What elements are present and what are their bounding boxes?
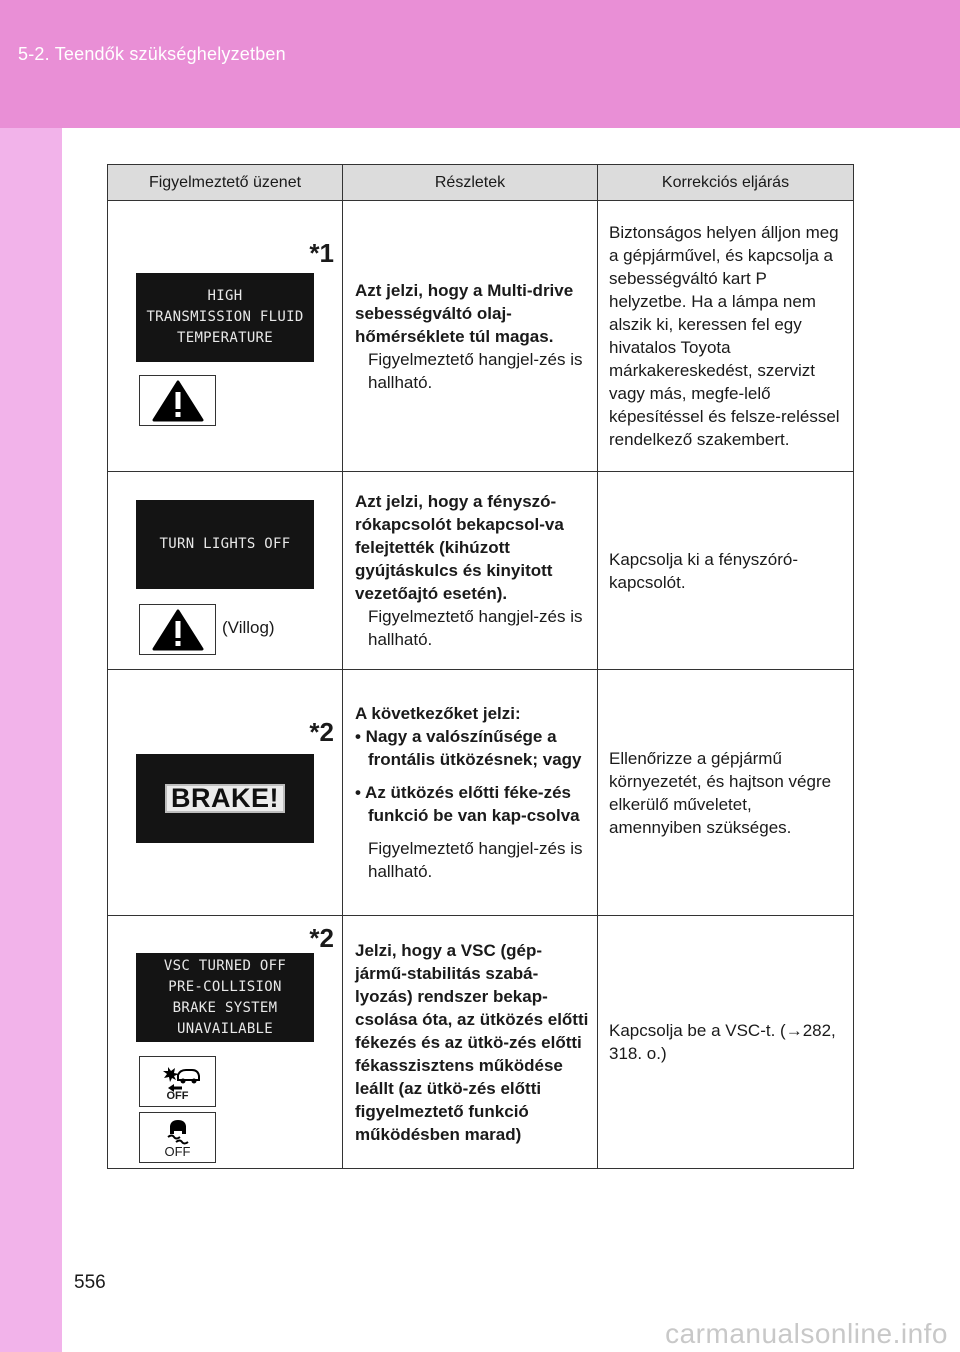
correction-cell: Kapcsolja ki a fényszóró-kapcsolót. [598, 472, 854, 670]
display-vsc-turned-off [136, 953, 314, 1042]
section-title: 5-2. Teendők szükséghelyzetben [18, 44, 286, 64]
correction-cell: Kapcsolja be a VSC-t. (→282, 318. o.) [598, 916, 854, 1169]
display-line: UNAVAILABLE [176, 1020, 274, 1037]
warning-triangle-icon [139, 604, 216, 655]
details-intro: A következőket jelzi: [355, 704, 521, 723]
display-turn-lights-off [136, 500, 314, 589]
column-header-details: Részletek [343, 165, 598, 201]
vsc-off-icon [139, 1112, 216, 1163]
display-line: TEMPERATURE [176, 330, 274, 346]
details-text: Azt jelzi, hogy a fényszó-rókapcsolót bekapcsol-va felejtették (kihúzott gyújtáskulcs és kinyitott vezetőajtó esetén). [355, 492, 564, 603]
details-text: Jelzi, hogy a VSC (gép-jármű-stabilitás szabá-lyozás) rendszer bekap-csolása óta, az ütközés előtti fékezés és az ütkö-zés előtti fékasszisztens működése leállt (az ütkö-zés előtti figyelmeztető funkció működésben marad) [355, 940, 589, 1144]
display-line: TURN LIGHTS OFF [159, 536, 291, 552]
correction-cell: Ellenőrizze a gépjármű környezetét, és hajtson végre elkerülő műveletet, amennyiben szükséges. [598, 670, 854, 916]
table-row [108, 201, 854, 472]
page-number: 556 [74, 1272, 106, 1293]
footnote-marker: *2 [309, 717, 334, 747]
display-line: VSC TURNED OFF [163, 957, 287, 974]
message-cell [108, 916, 343, 1169]
table-row [108, 916, 854, 1169]
details-cell [343, 916, 598, 1169]
off-label: OFF [166, 1090, 189, 1102]
header-band [0, 0, 960, 128]
details-note: Figyelmeztető hangjel-zés is hallható. [368, 839, 583, 881]
flashing-caption: (Villog) [222, 618, 275, 637]
off-label: OFF [164, 1144, 191, 1159]
warning-triangle-icon [139, 375, 216, 426]
details-cell [343, 670, 598, 916]
column-header-correction: Korrekciós eljárás [598, 165, 854, 201]
warning-messages-table [107, 164, 854, 1169]
table-header-row [108, 165, 854, 201]
display-line: HIGH [207, 288, 243, 304]
display-line: PRE-COLLISION [168, 978, 282, 995]
side-band [0, 128, 62, 1352]
display-line: TRANSMISSION FLUID [146, 309, 304, 325]
correction-cell: Biztonságos helyen álljon meg a gépjárművel, és kapcsolja a sebességváltó kart P helyzetbe. Ha a lámpa nem alszik ki, keressen fel egy hivatalos Toyota márkakereskedést, szervizt vagy más, megfe-lelő képesítéssel és felsze-reléssel rendelkező szakembert. [598, 201, 854, 472]
footnote-marker: *1 [309, 238, 334, 268]
details-text: Azt jelzi, hogy a Multi-drive sebességváltó olaj-hőmérséklete túl magas. [355, 280, 574, 346]
details-bullet: • Nagy a valószínűsége a frontális ütközésnek; vagy [355, 727, 582, 769]
message-cell [108, 472, 343, 670]
details-note: Figyelmeztető hangjel-zés is hallható. [368, 349, 583, 392]
display-brake [136, 754, 314, 843]
table-row [108, 472, 854, 670]
column-header-message: Figyelmeztető üzenet [108, 165, 343, 201]
pre-collision-off-icon [139, 1056, 216, 1107]
display-line: BRAKE SYSTEM [172, 999, 278, 1016]
message-cell [108, 201, 343, 472]
display-high-transmission-fluid-temp [136, 273, 314, 362]
details-cell [343, 201, 598, 472]
brake-text: BRAKE! [165, 784, 285, 813]
watermark: carmanualsonline.info [665, 1318, 948, 1349]
details-cell [343, 472, 598, 670]
message-cell [108, 670, 343, 916]
details-bullet: • Az ütközés előtti féke-zés funkció be van kap-csolva [355, 783, 580, 825]
table-row [108, 670, 854, 916]
details-note: Figyelmeztető hangjel-zés is hallható. [368, 607, 583, 649]
footnote-marker: *2 [309, 923, 334, 953]
